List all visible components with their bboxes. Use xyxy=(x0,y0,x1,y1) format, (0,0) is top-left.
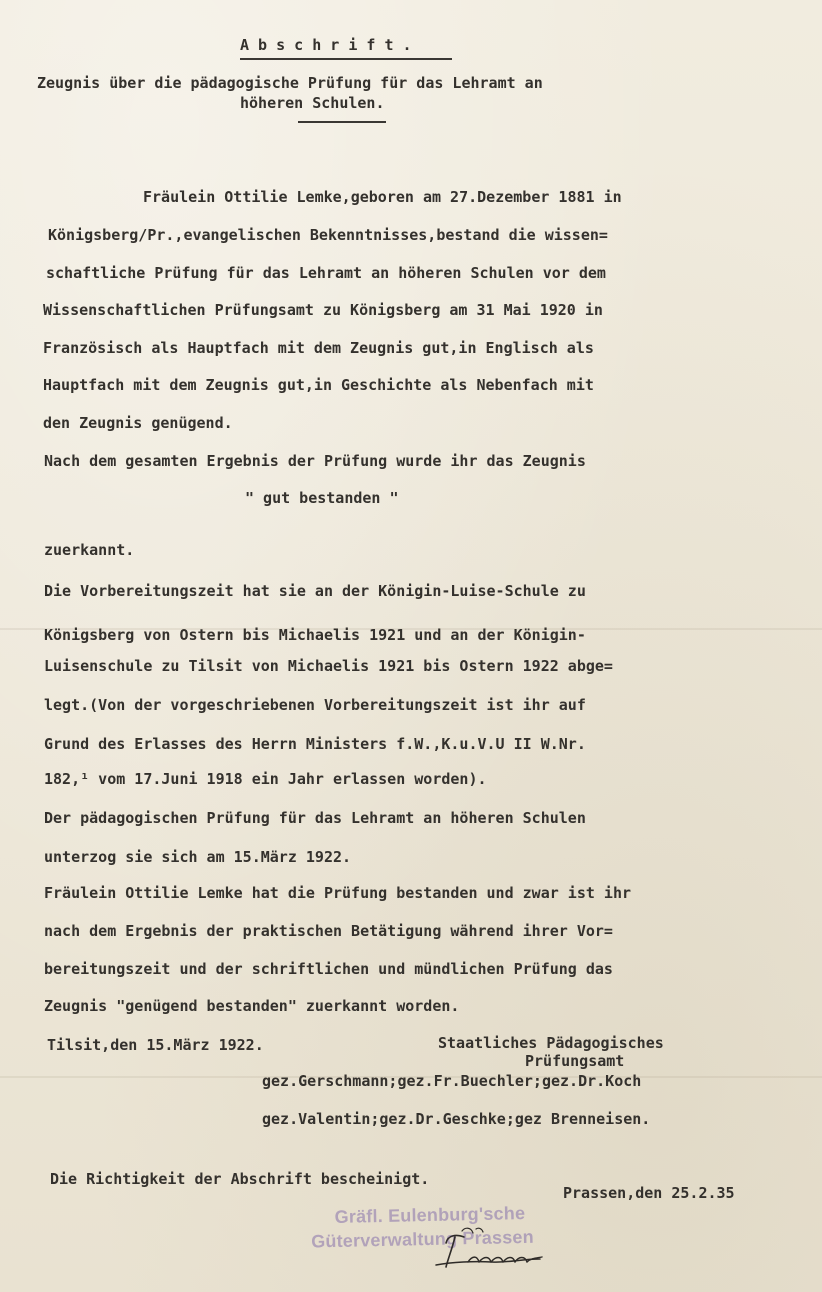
body-text-line: legt.(Von der vorgeschriebenen Vorbereitungszeit ist ihr auf xyxy=(44,696,586,714)
body-text-line: Zeugnis "genügend bestanden" zuerkannt worden. xyxy=(44,997,460,1015)
issuing-office-line-1: Staatliches Pädagogisches xyxy=(438,1034,664,1052)
certification-place-date: Prassen,den 25.2.35 xyxy=(563,1184,735,1202)
body-text-line: 182,¹ vom 17.Juni 1918 ein Jahr erlassen worden). xyxy=(44,770,487,788)
body-text-line: Nach dem gesamten Ergebnis der Prüfung wurde ihr das Zeugnis xyxy=(44,452,586,470)
signatures-line-2: gez.Valentin;gez.Dr.Geschke;gez Brenneisen. xyxy=(262,1110,651,1128)
body-text-line: Luisenschule zu Tilsit von Michaelis 1921 bis Ostern 1922 abge= xyxy=(44,657,613,675)
body-text-line: schaftliche Prüfung für das Lehramt an höheren Schulen vor dem xyxy=(46,264,606,282)
handwritten-signature xyxy=(428,1223,558,1287)
document-subtitle-line-1: Zeugnis über die pädagogische Prüfung für das Lehramt an xyxy=(37,74,543,92)
title-underline xyxy=(240,58,452,60)
body-text-line: Wissenschaftlichen Prüfungsamt zu Königsberg am 31 Mai 1920 in xyxy=(43,301,603,319)
body-text-line: Die Vorbereitungszeit hat sie an der Königin-Luise-Schule zu xyxy=(44,582,586,600)
body-text-line: Fräulein Ottilie Lemke,geboren am 27.Dezember 1881 in xyxy=(143,188,622,206)
stamp-line-2: Güterverwaltung Prassen xyxy=(310,1226,535,1252)
issuing-office-line-2: Prüfungsamt xyxy=(525,1052,625,1070)
issue-date-place: Tilsit,den 15.März 1922. xyxy=(47,1036,264,1054)
body-text-line: den Zeugnis genügend. xyxy=(43,414,233,432)
signatures-line-1: gez.Gerschmann;gez.Fr.Buechler;gez.Dr.Koch xyxy=(262,1072,642,1090)
certification-text: Die Richtigkeit der Abschrift bescheinigt. xyxy=(50,1170,430,1188)
body-text-line: Französisch als Hauptfach mit dem Zeugnis gut,in Englisch als xyxy=(43,339,594,357)
body-text-line: zuerkannt. xyxy=(44,541,135,559)
body-text-line: Königsberg/Pr.,evangelischen Bekenntnisses,bestand die wissen= xyxy=(48,226,608,244)
body-text-line: Königsberg von Ostern bis Michaelis 1921 und an der Königin- xyxy=(44,626,586,644)
document-title: A b s c h r i f t . xyxy=(240,36,412,54)
body-text-line: Grund des Erlasses des Herrn Ministers f.W.,K.u.V.U II W.Nr. xyxy=(44,735,586,753)
section-divider xyxy=(298,121,386,123)
body-text-line: Hauptfach mit dem Zeugnis gut,in Geschichte als Nebenfach mit xyxy=(43,376,594,394)
document-subtitle-line-2: höheren Schulen. xyxy=(240,94,385,112)
body-text-line: Der pädagogischen Prüfung für das Lehramt an höheren Schulen xyxy=(44,809,586,827)
body-text-line: unterzog sie sich am 15.März 1922. xyxy=(44,848,352,866)
body-text-line: " gut bestanden " xyxy=(245,489,399,507)
body-text-line: nach dem Ergebnis der praktischen Betätigung während ihrer Vor= xyxy=(44,922,613,940)
stamp-line-1: Gräfl. Eulenburg'sche xyxy=(334,1202,526,1227)
body-text-line: bereitungszeit und der schriftlichen und mündlichen Prüfung das xyxy=(44,960,613,978)
body-text-line: Fräulein Ottilie Lemke hat die Prüfung bestanden und zwar ist ihr xyxy=(44,884,631,902)
